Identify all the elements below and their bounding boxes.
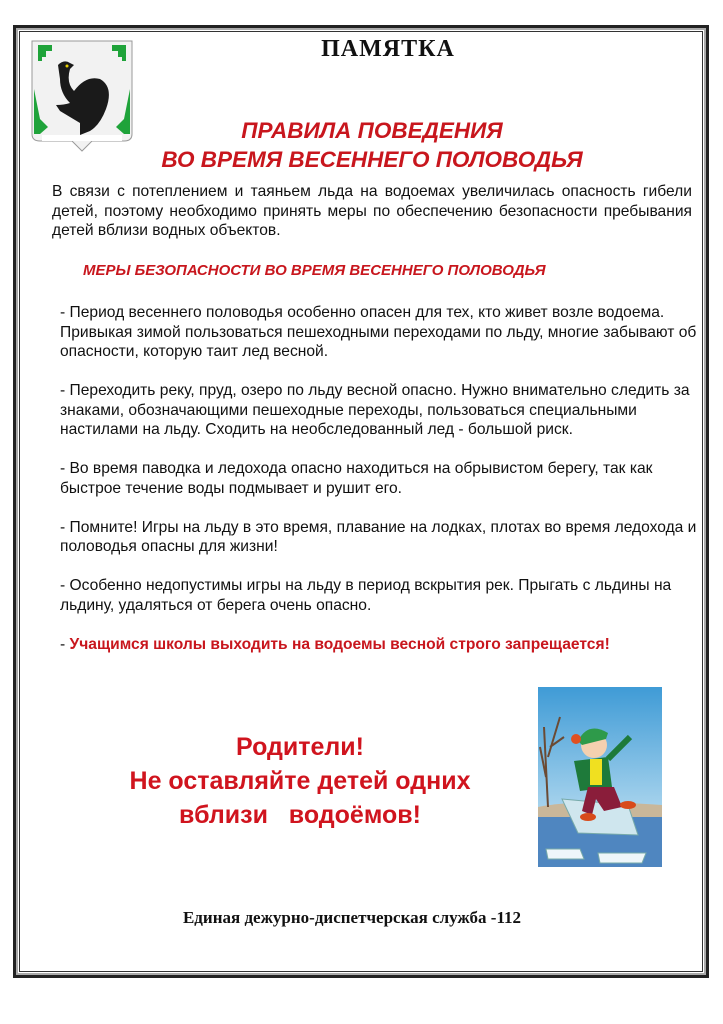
warning-prefix: - <box>60 635 70 653</box>
warning-text: Учащимся школы выходить на водоемы весной строго запрещается! <box>69 635 610 653</box>
footer-emergency-service: Единая дежурно-диспетчерская служба -112 <box>182 908 522 927</box>
parents-appeal <box>100 730 500 832</box>
list-item: - Во время паводка и ледохода опасно находиться на обрывистом берегу, так как быстрое течение воды подмывает и рушит его. <box>60 460 653 497</box>
list-item-warning <box>60 635 705 655</box>
parents-appeal-line-2: Не оставляйте детей одних <box>129 767 471 795</box>
page-title: ПАМЯТКА <box>321 36 455 62</box>
list-item: - Помните! Игры на льду в это время, плавание на лодках, плотах во время ледохода и половодья опасны для жизни! <box>60 518 697 555</box>
headline <box>60 116 684 174</box>
list-item: - Период весеннего половодья особенно опасен для тех, кто живет возле водоема. Привыкая зимой пользоваться пешеходными переходами по льду, многие забывают об опасности, которую таит лед весной. <box>60 304 697 360</box>
intro-paragraph: В связи с потеплением и таяньем льда на водоемах увеличилась опасность гибели детей, поэтому необходимо принять меры по обеспечению безопасности пребывания детей вблизи водных объектов. <box>52 183 692 239</box>
child-on-ice-illustration <box>538 687 662 867</box>
headline-line-2: ВО ВРЕМЯ ВЕСЕННЕГО ПОЛОВОДЬЯ <box>161 147 583 172</box>
headline-line-1: ПРАВИЛА ПОВЕДЕНИЯ <box>241 118 503 143</box>
list-item: - Переходить реку, пруд, озеро по льду весной опасно. Нужно внимательно следить за знаками, обозначающими пешеходные переходы, пользоваться специальными настилами на льду. Сходить на необследованный лед - большой риск. <box>60 382 690 438</box>
safety-rules-list <box>60 303 705 674</box>
parents-appeal-line-3: вблизи водоёмов! <box>179 801 421 829</box>
section-subheading: МЕРЫ БЕЗОПАСНОСТИ ВО ВРЕМЯ ВЕСЕННЕГО ПОЛОВОДЬЯ <box>83 262 546 279</box>
list-item: - Особенно недопустимы игры на льду в период вскрытия рек. Прыгать с льдины на льдину, удаляться от берега очень опасно. <box>60 577 672 614</box>
parents-appeal-line-1: Родители! <box>236 733 364 761</box>
